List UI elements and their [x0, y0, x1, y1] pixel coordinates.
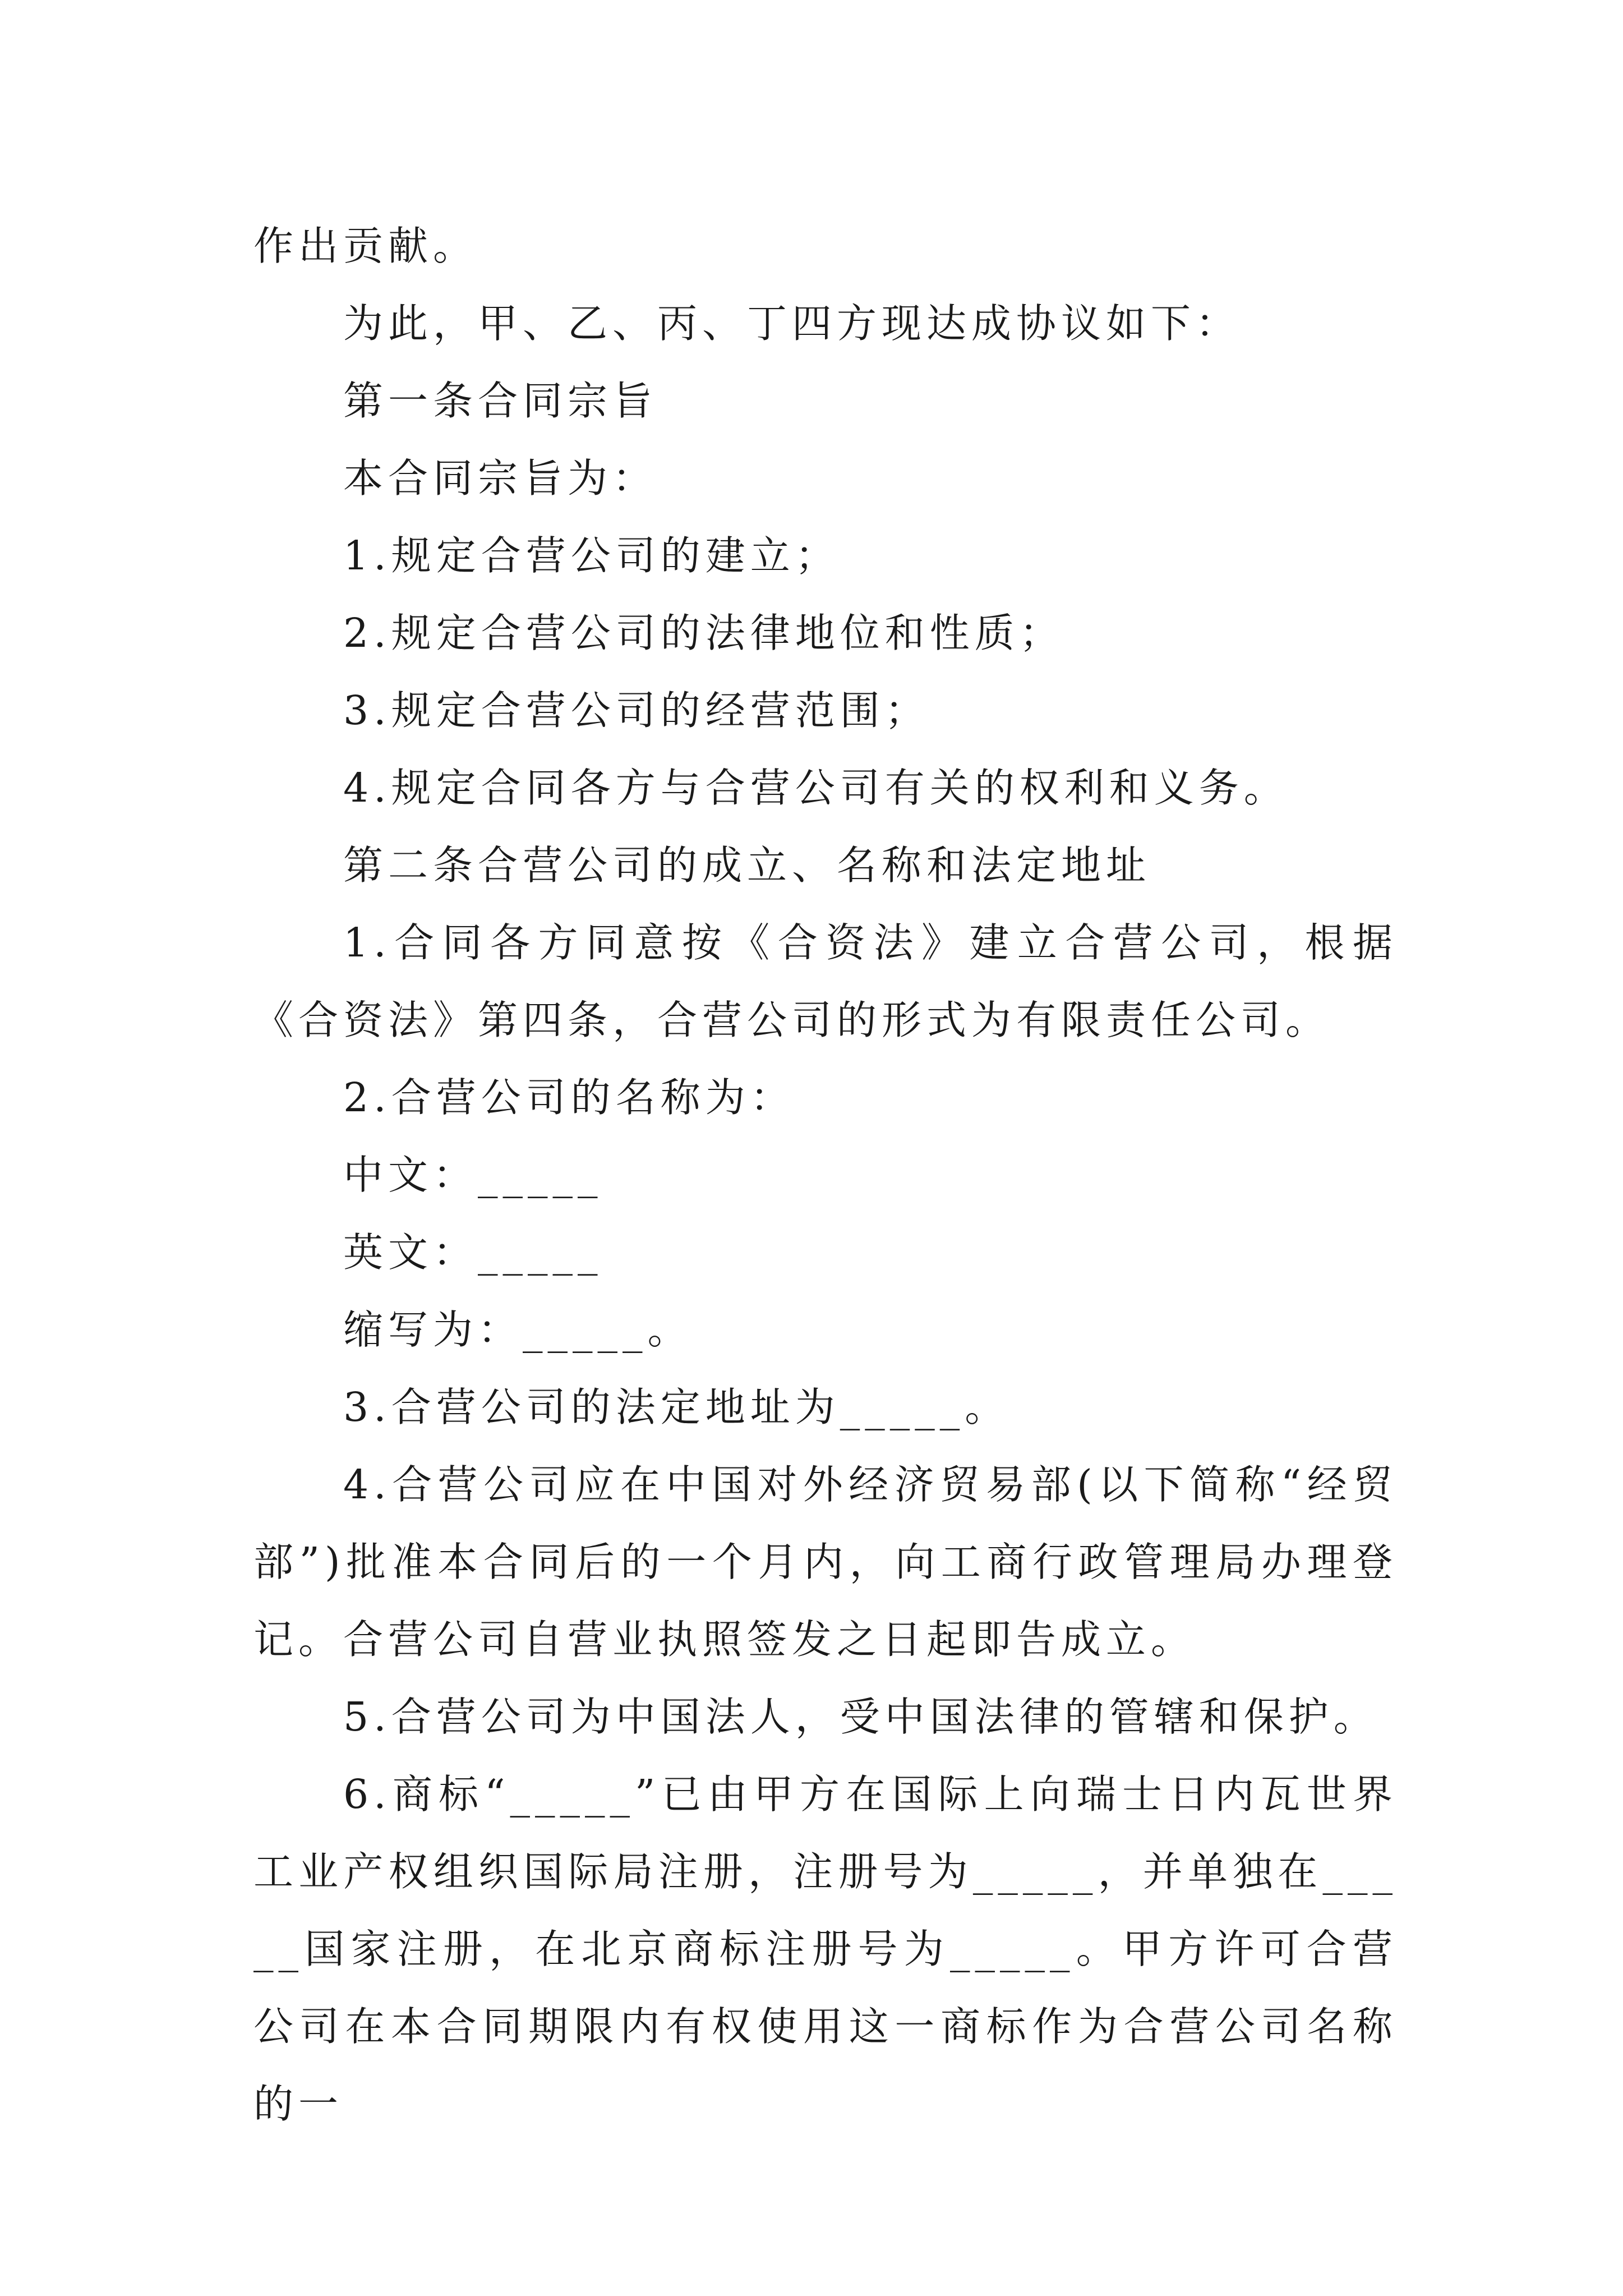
paragraph: 本合同宗旨为： [343, 455, 658, 501]
name-field-line: 英文：_____ [343, 1229, 603, 1276]
list-item: 1.合同各方同意按《合资法》建立合营公司，根据《合资法》第四条，合营公司的形式为有限责任公司。 [253, 919, 1398, 1043]
document-body [253, 208, 1398, 2143]
name-field-line: 缩写为：_____。 [343, 1306, 693, 1353]
paragraph: 作出贡献。 [253, 223, 478, 269]
list-item: 6.商标“_____”已由甲方在国际上向瑞士日内瓦世界工业产权组织国际局注册，注册号为_____，并单独在_____国家注册，在北京商标注册号为_____。甲方许可合营公司在本合同期限内有权使用这一商标作为合营公司名称的一 [253, 1771, 1398, 2127]
paragraph: 为此，甲、乙、丙、丁四方现达成协议如下： [343, 300, 1241, 347]
article-heading: 第二条合营公司的成立、名称和法定地址 [343, 842, 1151, 889]
article-heading: 第一条合同宗旨 [343, 378, 658, 424]
list-item: 1.规定合营公司的建立； [343, 532, 840, 579]
list-item: 2.合营公司的名称为： [343, 1074, 795, 1121]
list-item: 3.合营公司的法定地址为_____。 [343, 1384, 1010, 1430]
name-field-line: 中文：_____ [343, 1152, 603, 1198]
list-item: 2.规定合营公司的法律地位和性质； [343, 610, 1064, 656]
list-item: 4.规定合同各方与合营公司有关的权利和义务。 [343, 765, 1289, 811]
list-item: 4.合营公司应在中国对外经济贸易部(以下简称“经贸部”)批准本合同后的一个月内，向工商行政管理局办理登记。合营公司自营业执照签发之日起即告成立。 [253, 1461, 1398, 1663]
list-item: 3.规定合营公司的经营范围； [343, 687, 930, 734]
list-item: 5.合营公司为中国法人，受中国法律的管辖和保护。 [343, 1694, 1378, 1740]
